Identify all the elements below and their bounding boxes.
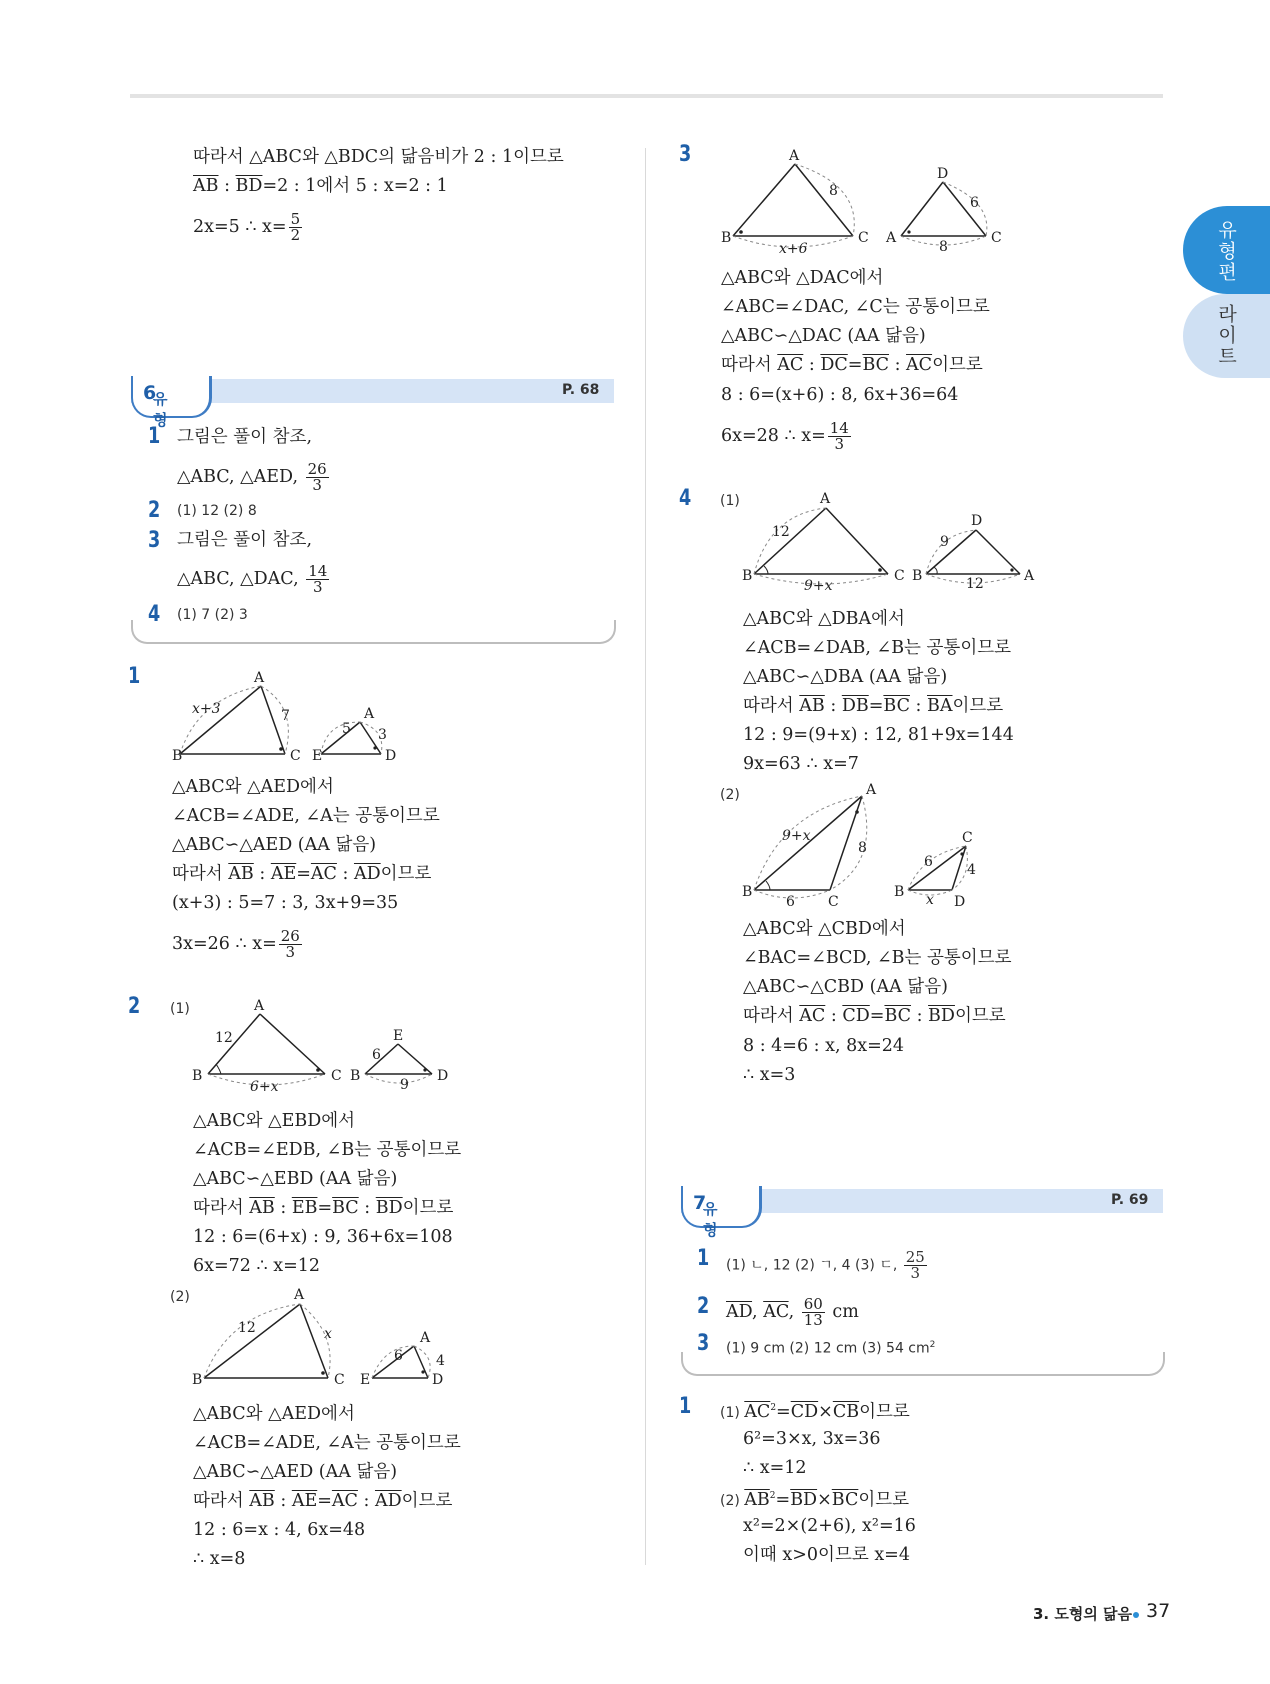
text-line: $\overline{AB}$ : $\overline{BD}=2$ : 1에서 5 : x=2 : 1 <box>193 176 448 196</box>
text-line: $\overline{AD}$, $\overline{AC}$, $\frac{60}{13}$ cm <box>726 1295 859 1329</box>
svg-text:D: D <box>432 1372 444 1388</box>
svg-text:C: C <box>991 230 1002 246</box>
answer-number: 2 <box>697 1294 710 1319</box>
text-line: 12 : 9=(9+x) : 12, 81+9x=144 <box>743 725 1014 745</box>
svg-text:6: 6 <box>372 1047 381 1063</box>
type7-box-bottom <box>681 1352 1165 1376</box>
text-line: △ABC, △DAC, $\frac{14}{3}$ <box>177 562 328 596</box>
text-line: 따라서 $\overline{AC}$ : $\overline{CD}=\overline{BC}$ : $\overline{BD}$이므로 <box>743 1006 1006 1026</box>
svg-text:9: 9 <box>400 1077 409 1093</box>
svg-text:5: 5 <box>342 721 351 737</box>
svg-text:B: B <box>350 1068 361 1084</box>
svg-text:B: B <box>912 568 923 584</box>
figure-sol2a <box>188 998 458 1098</box>
svg-text:3: 3 <box>378 727 387 743</box>
svg-text:x: x <box>926 892 934 908</box>
part-label: (2) <box>720 787 740 803</box>
type7-label: 유형 7 <box>681 1186 762 1228</box>
svg-text:B: B <box>742 568 753 584</box>
answer-number: 3 <box>148 528 161 553</box>
svg-text:A: A <box>886 230 897 246</box>
svg-text:12: 12 <box>772 524 790 540</box>
svg-text:D: D <box>385 748 397 764</box>
svg-text:6: 6 <box>786 894 795 910</box>
text-line: ∴ x=8 <box>193 1549 246 1569</box>
side-tab-inactive-label: 라이트 <box>1215 304 1237 367</box>
text-line: ∴ x=3 <box>743 1065 796 1085</box>
svg-text:C: C <box>331 1068 342 1084</box>
svg-text:9: 9 <box>940 534 949 550</box>
text-line: △ABC∽△AED (AA 닮음) <box>193 1462 398 1482</box>
text-line: (x+3) : 5=7 : 3, 3x+9=35 <box>172 893 399 913</box>
figure-sol2b <box>188 1284 478 1394</box>
column-divider <box>645 148 646 1565</box>
text-line: 12 : 6=(6+x) : 9, 36+6x=108 <box>193 1227 453 1247</box>
top-rule <box>130 94 1163 98</box>
svg-text:C: C <box>858 230 869 246</box>
footer-dot <box>1133 1612 1139 1618</box>
answer-number: 1 <box>697 1246 710 1271</box>
text-line: ∠ACB=∠DAB, ∠B는 공통이므로 <box>743 638 1012 658</box>
text-line: 따라서 $\overline{AB}$ : $\overline{AE}=\overline{AC}$ : $\overline{AD}$이므로 <box>193 1491 453 1511</box>
svg-text:D: D <box>971 513 983 529</box>
text-line: (2) $\overline{AB}^2=\overline{BD}\times\overline{BC}$이므로 <box>720 1489 910 1510</box>
solution-number: 3 <box>679 142 692 167</box>
svg-text:7: 7 <box>281 708 290 724</box>
svg-text:A: A <box>254 670 265 686</box>
svg-text:C: C <box>828 894 839 910</box>
text-line: 8 : 4=6 : x, 8x=24 <box>743 1036 905 1056</box>
svg-text:E: E <box>360 1372 371 1388</box>
svg-text:B: B <box>192 1068 203 1084</box>
text-line: (1) $\overline{AC}^2=\overline{CD}\times\overline{CB}$이므로 <box>720 1401 910 1422</box>
text-line: △ABC∽△AED (AA 닮음) <box>172 835 377 855</box>
text-line: 따라서 $\overline{AB}$ : $\overline{DB}=\overline{BC}$ : $\overline{BA}$이므로 <box>743 696 1004 716</box>
text-line: △ABC∽△CBD (AA 닮음) <box>743 977 948 997</box>
svg-text:12: 12 <box>238 1320 256 1336</box>
text-line: 따라서 $\overline{AB}$ : $\overline{AE}=\overline{AC}$ : $\overline{AD}$이므로 <box>172 864 432 884</box>
figure-sol4b <box>730 782 990 910</box>
text-line: (1) 9 cm (2) 12 cm (3) 54 $cm^2$ <box>726 1340 936 1357</box>
svg-text:A: A <box>820 491 831 507</box>
svg-text:6+x: 6+x <box>250 1079 279 1095</box>
answer-number: 2 <box>148 498 161 523</box>
type6-page-ref: P. 68 <box>562 382 600 398</box>
text-line: (1) 12 (2) 8 <box>177 503 257 519</box>
part-label: (1) <box>720 493 740 509</box>
text-line: ∠ACB=∠ADE, ∠A는 공통이므로 <box>193 1433 461 1453</box>
text-line: 3x=26 ∴ x= $\frac{26}{3}$ <box>172 927 300 961</box>
type6-label: 유형 6 <box>131 376 212 418</box>
text-line: x²=2×(2+6), x²=16 <box>743 1516 916 1536</box>
svg-text:C: C <box>894 568 905 584</box>
svg-text:A: A <box>789 148 800 164</box>
text-line: 2x=5 ∴ x= $\frac{5}{2}$ <box>193 210 301 244</box>
svg-text:4: 4 <box>967 862 976 878</box>
type7-page-ref: P. 69 <box>1111 1192 1149 1208</box>
text-line: (1) ㄴ, 12 (2) ㄱ, 4 (3) ㄷ, $\frac{25}{3}$ <box>726 1248 925 1282</box>
svg-text:8: 8 <box>858 840 867 856</box>
svg-text:A: A <box>364 706 375 722</box>
solution-number: 1 <box>679 1394 692 1419</box>
text-line: △ABC와 △DBA에서 <box>743 609 905 629</box>
svg-text:x: x <box>324 1326 332 1342</box>
svg-text:A: A <box>294 1287 305 1303</box>
text-line: △ABC∽△DAC (AA 닮음) <box>721 326 926 346</box>
svg-text:D: D <box>954 894 966 910</box>
text-line: △ABC와 △EBD에서 <box>193 1111 356 1131</box>
text-line: 8 : 6=(x+6) : 8, 6x+36=64 <box>721 385 959 405</box>
text-line: △ABC∽△EBD (AA 닮음) <box>193 1169 398 1189</box>
svg-text:D: D <box>437 1068 449 1084</box>
text-line: 6x=72 ∴ x=12 <box>193 1256 320 1276</box>
answer-number: 1 <box>148 424 161 449</box>
svg-text:12: 12 <box>215 1030 233 1046</box>
svg-text:x+6: x+6 <box>779 241 808 257</box>
text-line: △ABC와 △CBD에서 <box>743 919 906 939</box>
svg-text:8: 8 <box>939 239 948 255</box>
svg-text:A: A <box>1024 568 1035 584</box>
svg-text:4: 4 <box>436 1353 445 1369</box>
figure-sol1 <box>168 668 418 768</box>
svg-text:9+x: 9+x <box>782 828 811 844</box>
solution-number: 1 <box>128 664 141 689</box>
text-line: ∴ x=12 <box>743 1458 807 1478</box>
svg-text:A: A <box>420 1330 431 1346</box>
text-line: △ABC, △AED, $\frac{26}{3}$ <box>177 460 327 494</box>
svg-text:6: 6 <box>970 195 979 211</box>
text-line: (1) 7 (2) 3 <box>177 607 248 623</box>
text-line: 12 : 6=x : 4, 6x=48 <box>193 1520 366 1540</box>
text-line: ∠ACB=∠ADE, ∠A는 공통이므로 <box>172 806 440 826</box>
text-line: △ABC와 △AED에서 <box>172 777 334 797</box>
text-line: ∠BAC=∠BCD, ∠B는 공통이므로 <box>743 948 1012 968</box>
part-label: (1) <box>170 1001 190 1017</box>
svg-text:9+x: 9+x <box>804 578 833 594</box>
svg-text:B: B <box>172 748 183 764</box>
footer-chapter: 3. 도형의 닮음 <box>1033 1605 1133 1623</box>
text-line: 따라서 $\overline{AC}$ : $\overline{DC}=\overline{BC}$ : $\overline{AC}$이므로 <box>721 355 983 375</box>
solution-number: 4 <box>679 486 692 511</box>
text-line: 따라서 △ABC와 △BDC의 닮음비가 2 : 1이므로 <box>193 147 564 167</box>
svg-text:D: D <box>937 166 949 182</box>
solution-number: 2 <box>128 994 141 1019</box>
part-label: (2) <box>170 1289 190 1305</box>
svg-text:B: B <box>742 884 753 900</box>
svg-text:6: 6 <box>924 854 933 870</box>
svg-text:8: 8 <box>829 183 838 199</box>
svg-text:12: 12 <box>966 576 984 592</box>
text-line: 그림은 풀이 참조, <box>177 427 313 447</box>
text-line: 9x=63 ∴ x=7 <box>743 754 859 774</box>
side-tab-active[interactable] <box>1183 206 1270 294</box>
svg-text:A: A <box>254 998 265 1014</box>
text-line: 6x=28 ∴ x= $\frac{14}{3}$ <box>721 419 849 453</box>
svg-text:x+3: x+3 <box>192 701 221 717</box>
figure-sol3 <box>713 146 1013 258</box>
text-line: △ABC와 △DAC에서 <box>721 268 884 288</box>
text-line: △ABC∽△DBA (AA 닮음) <box>743 667 948 687</box>
answer-number: 3 <box>697 1331 710 1356</box>
svg-text:C: C <box>962 830 973 846</box>
figure-sol4a <box>730 488 1050 598</box>
text-line: ∠ABC=∠DAC, ∠C는 공통이므로 <box>721 297 990 317</box>
svg-text:E: E <box>312 748 323 764</box>
text-line: 그림은 풀이 참조, <box>177 530 313 550</box>
text-line: 이때 x>0이므로 x=4 <box>743 1545 910 1565</box>
svg-text:B: B <box>721 230 732 246</box>
side-tab-active-label: 유형편 <box>1215 220 1237 283</box>
side-tab-inactive[interactable] <box>1183 294 1270 378</box>
svg-text:E: E <box>393 1028 404 1044</box>
svg-text:C: C <box>290 748 301 764</box>
text-line: 따라서 $\overline{AB}$ : $\overline{EB}=\overline{BC}$ : $\overline{BD}$이므로 <box>193 1198 454 1218</box>
answer-number: 4 <box>148 602 161 627</box>
footer-page-number: 37 <box>1146 1600 1171 1622</box>
svg-text:A: A <box>866 782 877 798</box>
svg-text:B: B <box>192 1372 203 1388</box>
text-line: 6²=3×x, 3x=36 <box>743 1429 881 1449</box>
text-line: △ABC와 △AED에서 <box>193 1404 355 1424</box>
svg-text:B: B <box>894 884 905 900</box>
svg-text:C: C <box>334 1372 345 1388</box>
svg-text:6: 6 <box>394 1348 403 1364</box>
text-line: ∠ACB=∠EDB, ∠B는 공통이므로 <box>193 1140 462 1160</box>
type6-box-bottom <box>131 620 616 644</box>
